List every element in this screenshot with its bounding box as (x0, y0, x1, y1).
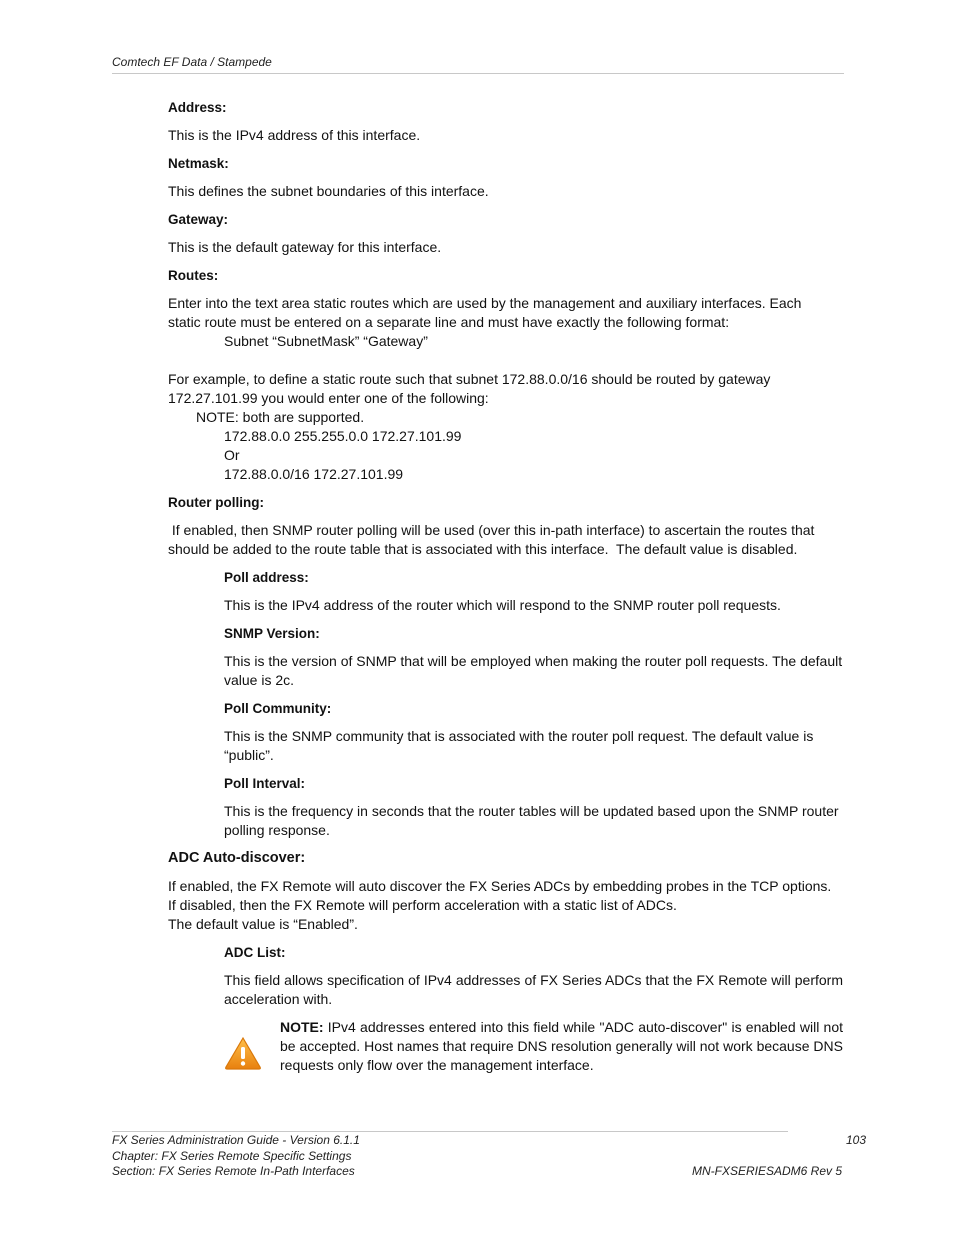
routes-note: NOTE: both are supported. (196, 409, 365, 425)
routes-format: Subnet “SubnetMask” “Gateway” (224, 333, 428, 349)
router-polling-heading: Router polling: (168, 495, 264, 510)
address-heading: Address: (168, 100, 227, 115)
poll-interval-heading: Poll Interval: (224, 776, 306, 791)
company-name: Comtech EF Data / Stampede (112, 55, 272, 69)
footer-chapter: Chapter: FX Series Remote Specific Settings (112, 1148, 352, 1163)
routes-example-line-1: For example, to define a static route such that subnet 172.88.0.0/16 should be routed by gateway (168, 371, 771, 387)
poll-address-description: This is the IPv4 address of the router which will respond to the SNMP router poll requests. (224, 597, 781, 613)
routes-example-line-2: 172.27.101.99 you would enter one of the following: (168, 390, 489, 406)
warning-icon (224, 1018, 280, 1075)
routes-description (168, 294, 843, 484)
footer-guide-title: FX Series Administration Guide - Version 6.1.1 (112, 1133, 360, 1147)
note-body: IPv4 addresses entered into this field while "ADC auto-discover" is enabled will not be accepted. Host names that require DNS resolution generally will not work because DNS requests only flow over the management interface. (280, 1019, 843, 1073)
poll-community-heading: Poll Community: (224, 701, 332, 716)
routes-line-1: Enter into the text area static routes which are used by the management and auxiliary interfaces. Each (168, 295, 802, 311)
adc-list-note (224, 1018, 843, 1075)
netmask-description: This defines the subnet boundaries of this interface. (168, 183, 489, 199)
adc-auto-discover-heading: ADC Auto-discover: (168, 850, 306, 866)
footer-page-number: 103 (845, 1133, 866, 1147)
adc-auto-discover-line-1: If enabled, the FX Remote will auto discover the FX Series ADCs by embedding probes in the TCP options. (168, 878, 832, 894)
page-content (168, 98, 843, 1075)
adc-auto-discover-line-2: If disabled, then the FX Remote will perform acceleration with a static list of ADCs. (168, 897, 677, 913)
poll-address-heading: Poll address: (224, 570, 309, 585)
snmp-version-heading: SNMP Version: (224, 626, 320, 641)
routes-option-2: 172.88.0.0/16 172.27.101.99 (224, 466, 404, 482)
page-footer (112, 1131, 866, 1180)
note-label: NOTE: (280, 1019, 324, 1035)
gateway-heading: Gateway: (168, 212, 229, 227)
adc-list-description: This field allows specification of IPv4 addresses of FX Series ADCs that the FX Remote will perform acceleration with. (224, 972, 843, 1007)
routes-line-2: static route must be entered on a separate line and must have exactly the following format: (168, 314, 730, 330)
adc-auto-discover-line-3: The default value is “Enabled”. (168, 916, 358, 932)
note-text (280, 1018, 843, 1075)
footer-doc-id: MN-FXSERIESADM6 Rev 5 (691, 1164, 842, 1178)
address-description: This is the IPv4 address of this interface. (168, 127, 421, 143)
routes-option-1: 172.88.0.0 255.255.0.0 172.27.101.99 (224, 428, 462, 444)
poll-community-description: This is the SNMP community that is associated with the router poll request. The default value is “public”. (224, 728, 814, 763)
adc-auto-discover-description (168, 877, 843, 934)
snmp-version-description: This is the version of SNMP that will be employed when making the router poll requests. The default value is 2c. (224, 653, 843, 688)
adc-list-heading: ADC List: (224, 945, 286, 960)
routes-heading: Routes: (168, 268, 219, 283)
gateway-description: This is the default gateway for this interface. (168, 239, 442, 255)
footer-section: Section: FX Series Remote In-Path Interfaces (112, 1164, 355, 1178)
netmask-heading: Netmask: (168, 156, 229, 171)
routes-or: Or (224, 447, 240, 463)
poll-interval-description: This is the frequency in seconds that the router tables will be updated based upon the SNMP router polling response. (224, 803, 839, 838)
page-header (112, 55, 844, 74)
router-polling-description: If enabled, then SNMP router polling will be used (over this in-path interface) to ascertain the routes that should be added to the route table that is associated with this interface. The default value is disabled. (168, 522, 819, 557)
